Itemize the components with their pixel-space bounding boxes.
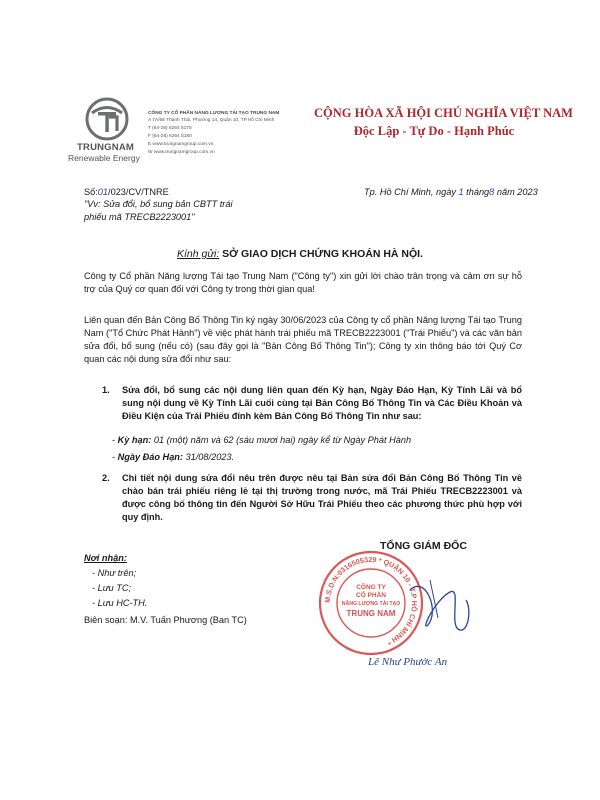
bullet-maturity-text: 31/08/2023. bbox=[182, 452, 235, 462]
place-date bbox=[364, 186, 538, 199]
bullet-maturity-label: Ngày Đáo Hạn: bbox=[117, 452, 183, 462]
company-contact bbox=[148, 110, 298, 157]
recipient-line bbox=[0, 248, 600, 260]
national-motto: Độc Lập - Tự Do - Hạnh Phúc bbox=[353, 124, 515, 138]
recipient-item: - Như trên; bbox=[92, 568, 137, 578]
signer-name: Lê Như Phước An bbox=[368, 656, 448, 668]
recipient-label: Kính gửi: bbox=[176, 248, 220, 260]
doc-number-prefix: Số: bbox=[84, 187, 98, 197]
contact-line: E www.trungnamgroup.com.vn bbox=[148, 142, 214, 147]
contact-line: T (84-28) 6264 5178 bbox=[148, 126, 192, 131]
recipient-item: - Lưu TC; bbox=[92, 583, 132, 593]
recipient-name: SỞ GIAO DỊCH CHỨNG KHOÁN HÀ NỘI. bbox=[222, 248, 424, 260]
svg-text:NĂNG LƯỢNG TÁI TẠO: NĂNG LƯỢNG TÁI TẠO bbox=[341, 601, 401, 607]
svg-text:TRUNG NAM: TRUNG NAM bbox=[346, 609, 396, 618]
contact-line: W www.trungnamgroup.com.vn bbox=[148, 150, 215, 155]
handwritten-signature bbox=[400, 570, 480, 640]
item-2-text: Chi tiết nội dung sửa đổi nêu trên được nêu tại Bản sửa đổi Bản Công Bố Thông Tin về chào bán trái phiếu riêng lẻ tại thị trường trong nước, mã Trái Phiếu TRECB2223001 và được công bố thông tin đến Người Sở Hữu Trái Phiếu theo các phương thức phù hợp với quy định. bbox=[122, 473, 522, 522]
date-day: 1 bbox=[458, 187, 464, 197]
doc-number-handwritten: 01 bbox=[97, 187, 109, 197]
date-month: 8 bbox=[489, 187, 495, 197]
logo-subtitle: Renewable Energy bbox=[68, 153, 140, 163]
svg-text:M.S.D.N:0316505329 * QUẬN 10 -: M.S.D.N:0316505329 * QUẬN 10 - T.P HỒ CHÍ MINH * bbox=[322, 554, 420, 648]
item-1-text: Sửa đổi, bổ sung các nội dung liên quan đến Kỳ hạn, Ngày Đáo Hạn, Kỳ Tính Lãi và bổ sung nội dung về Kỳ Tính Lãi cuối cùng tại Bản Công Bố Thông Tin và Các Điều Khoản và Điều Kiện của Trái Phiếu đính kèm Bản Công Bố Thông Tin như sau: bbox=[122, 385, 522, 421]
bullet-maturity: - Ngày Đáo Hạn: 31/08/2023. bbox=[112, 452, 235, 462]
place-date-label: Tp. Hồ Chí Minh, ngày bbox=[364, 187, 456, 197]
contact-line: A 7A/68 Thành Thái, Phường 14, Quận 10, TP.Hồ Chí Minh bbox=[148, 118, 275, 123]
document-subject: "Vv: Sửa đổi, bổ sung bản CBTT trái phiếu mã TRECB2223001" bbox=[84, 199, 233, 222]
bullet-term-text: 01 (một) năm và 62 (sáu mươi hai) ngày kể từ Ngày Phát Hành bbox=[151, 435, 412, 445]
drafted-by: Biên soạn: M.V. Tuấn Phương (Ban TC) bbox=[84, 615, 247, 625]
doc-number-suffix: /023/CV/TNRE bbox=[108, 187, 169, 197]
item-2-number: 2. bbox=[102, 473, 110, 483]
bullet-term-label: Kỳ hạn: bbox=[117, 435, 152, 445]
contact-line: F (84-28) 6264 5180 bbox=[148, 134, 192, 139]
company-logo bbox=[68, 96, 142, 163]
logo-name: TRUNGNAM bbox=[77, 142, 135, 153]
svg-text:CÔNG TY: CÔNG TY bbox=[356, 584, 386, 591]
paragraph-context: Liên quan đến Bản Công Bố Thông Tin ký ngày 30/06/2023 của Công ty cổ phần Năng lượng Tái tạo Trung Nam ("Tổ Chức Phát Hành") về việc phát hành trái phiếu mã TRECB2223001 ("Trái Phiếu") và các văn bản sửa đổi, bổ sung (nếu có) (sau đây gọi là "Bản Công Bố Thông Tin"); Công ty xin thông báo tới Quý Cơ quan các nội dung sửa đổi như sau: bbox=[84, 315, 522, 364]
paragraph-greeting: Công ty Cổ phần Năng lượng Tái tạo Trung Nam ("Công ty") xin gửi lời chào trân trọng và cảm ơn sự hỗ trợ của Quý cơ quan đối với Công ty trong thời gian qua! bbox=[84, 271, 522, 294]
recipient-item: - Lưu HC-TH. bbox=[92, 598, 148, 608]
recipients-label: Nơi nhận: bbox=[84, 553, 127, 563]
national-title: CỘNG HÒA XÃ HỘI CHỦ NGHĨA VIỆT NAM bbox=[314, 106, 573, 120]
signature-scribble-icon bbox=[400, 570, 480, 640]
item-1-number: 1. bbox=[102, 385, 110, 395]
date-month-label: tháng bbox=[466, 187, 490, 197]
trungnam-logo-icon bbox=[84, 96, 130, 142]
svg-text:CỔ PHẦN: CỔ PHẦN bbox=[356, 592, 386, 599]
signature-title: TỔNG GIÁM ĐỐC bbox=[380, 540, 467, 552]
date-year: năm 2023 bbox=[496, 187, 538, 197]
bullet-term: - Kỳ hạn: 01 (một) năm và 62 (sáu mươi hai) ngày kể từ Ngày Phát Hành bbox=[112, 435, 412, 445]
company-name-small: CÔNG TY CỔ PHẦN NĂNG LƯỢNG TÁI TẠO TRUNG NAM bbox=[148, 111, 280, 116]
